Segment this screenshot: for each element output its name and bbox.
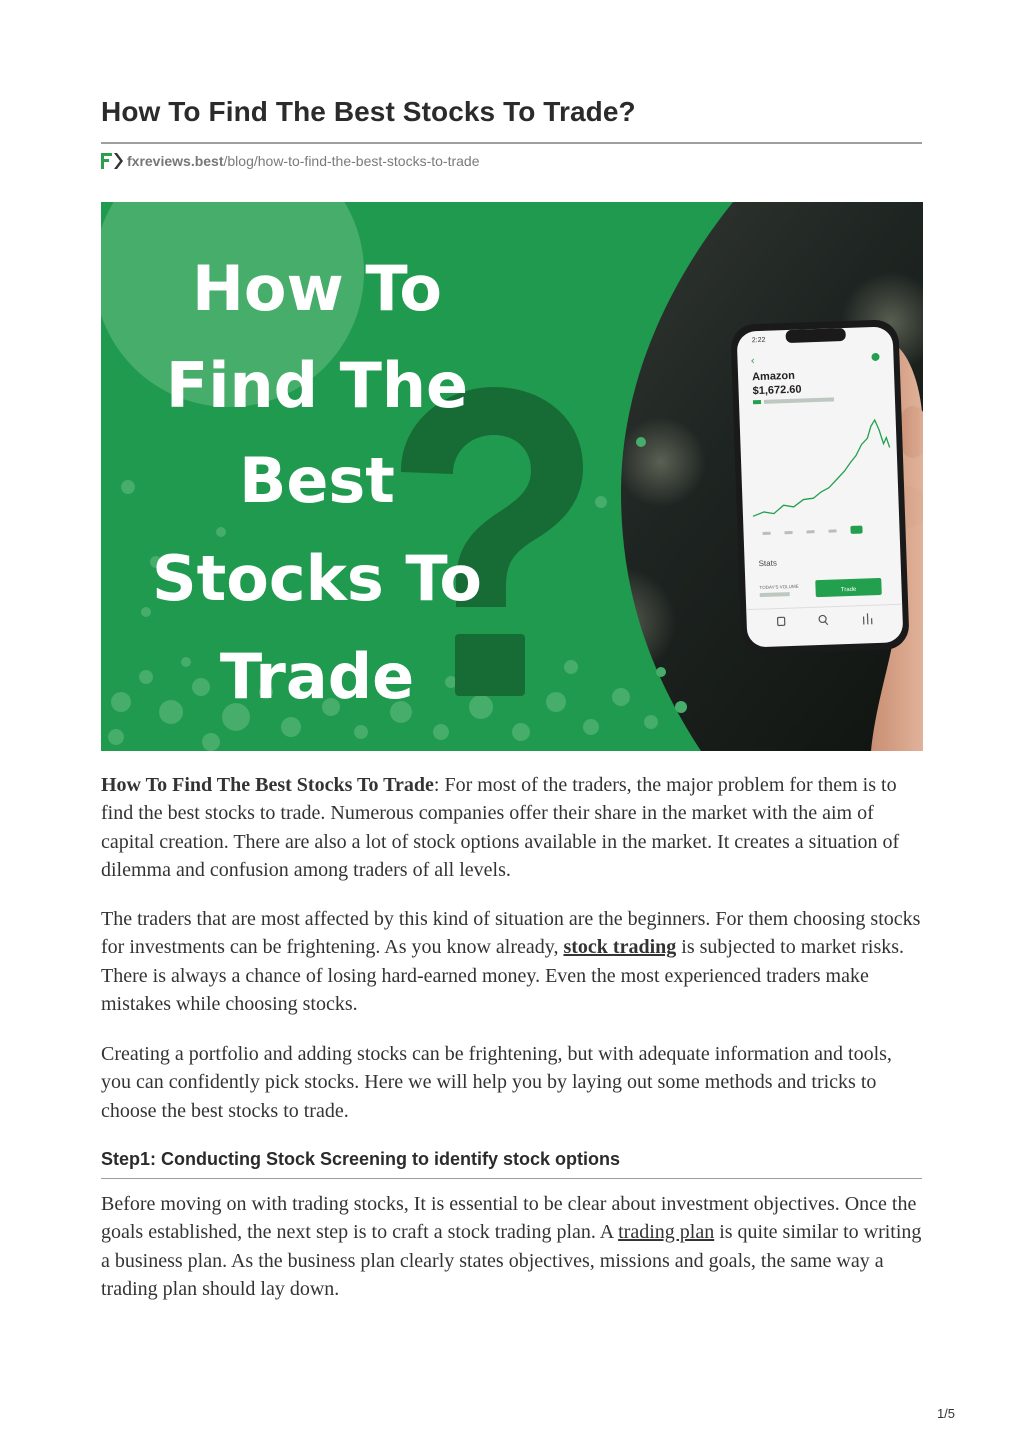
- hero-image: [101, 202, 923, 751]
- phone-back-icon: ‹: [750, 354, 756, 368]
- beginners-paragraph: [101, 905, 923, 1019]
- source-url[interactable]: [101, 152, 480, 170]
- step1-text-start: Before moving on with trading stocks, It is essential to be clear about investment objectives. Once the goals established, the next step is to craft a stock trading plan. A: [101, 1193, 917, 1244]
- portfolio-text: Creating a portfolio and adding stocks can be frightening, but with adequate information and tools, you can confidently pick stocks. Here we will help you by laying out some methods and tricks to choose the best stocks to trade.: [101, 1043, 892, 1122]
- hero-headline-line-3: Best: [239, 444, 395, 517]
- step1-divider: [101, 1178, 922, 1179]
- hero-graphic: [101, 202, 923, 751]
- step1-heading: Step1: Conducting Stock Screening to identify stock options: [101, 1149, 621, 1169]
- hero-headline-line-2: Find The: [165, 349, 469, 422]
- page-title: How To Find The Best Stocks To Trade?: [101, 96, 636, 127]
- beginners-text-end: is subjected to market risks. There is always a chance of losing hard-earned money. Even the most experienced traders make mistakes while choosing stocks.: [101, 936, 905, 1016]
- phone-stock-price: $1,672.60: [752, 383, 802, 398]
- intro-text: : For most of the traders, the major problem for them is to find the best stocks to trade. Numerous companies offer their share in the market with the aim of capital creation. There are also a lot of stock options available in the market. It creates a situation of dilemma and confusion among traders of all levels.: [101, 774, 900, 882]
- intro-lead: How To Find The Best Stocks To Trade: [101, 774, 434, 796]
- title-divider: [101, 142, 922, 144]
- portfolio-paragraph: [101, 1040, 923, 1125]
- page-number: 1/5: [936, 1406, 956, 1421]
- step1-paragraph: [101, 1190, 923, 1304]
- phone-volume-label: TODAY'S VOLUME: [759, 583, 799, 591]
- stock-trading-link[interactable]: stock trading: [563, 936, 677, 959]
- source-domain: fxreviews.best: [127, 153, 224, 169]
- phone-stats-label: Stats: [758, 558, 778, 569]
- step1-text-end: is quite similar to writing a business plan. As the business plan clearly states objectives, missions and goals, the same way a trading plan should lay down.: [101, 1221, 922, 1301]
- phone-stock-name: Amazon: [751, 369, 796, 384]
- source-path: /blog/how-to-find-the-best-stocks-to-trade: [223, 153, 480, 169]
- smartphone: [730, 319, 909, 655]
- phone-time: 2:22: [751, 336, 766, 345]
- phone-trade-label: Trade: [840, 586, 857, 594]
- fxreviews-logo-icon: [101, 153, 123, 169]
- intro-paragraph: [101, 771, 923, 885]
- hero-headline-line-4: Stocks To: [151, 542, 483, 615]
- hero-headline-line-5: Trade: [219, 640, 415, 713]
- hero-headline-line-1: How To: [192, 252, 442, 325]
- beginners-text-start: The traders that are most affected by this kind of situation are the beginners. For them choosing stocks for investments can be frightening. As you know already,: [101, 908, 921, 959]
- trading-plan-link[interactable]: trading plan: [618, 1221, 715, 1244]
